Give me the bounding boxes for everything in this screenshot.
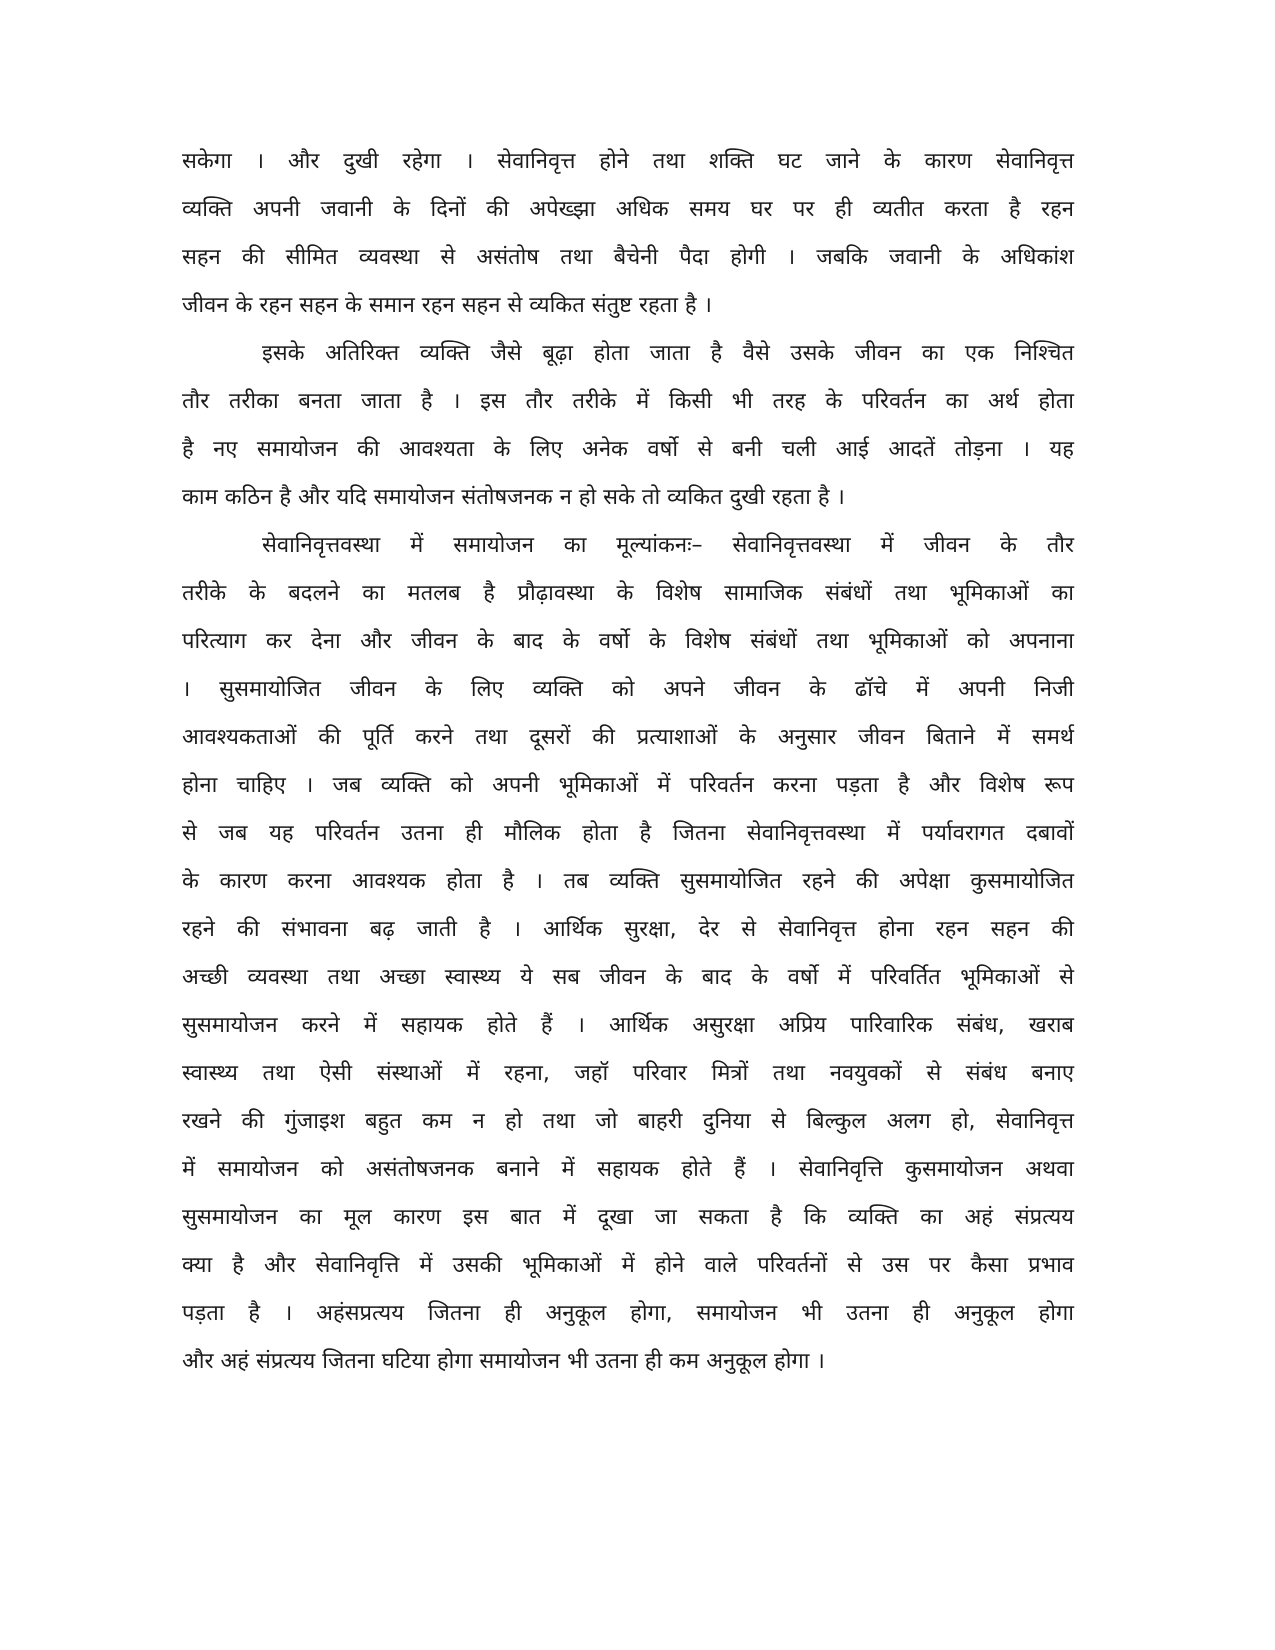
text-line: और अहं संप्रत्यय जितना घटिया होगा समायोजन भी उतना ही कम अनुकूल होगा । bbox=[182, 1349, 825, 1374]
text-line: अच्छी व्यवस्था तथा अच्छा स्वास्थ्य ये सब जीवन के बाद के वर्षो में परिवर्तित भूमिकाओं से bbox=[182, 965, 1074, 990]
text-line: सकेगा । और दुखी रहेगा । सेवानिवृत्त होने तथा शक्ति घट जाने के कारण सेवानिवृत्त bbox=[182, 149, 1074, 174]
text-line: पड़ता है । अहंसप्रत्यय जितना ही अनुकूल होगा, समायोजन भी उतना ही अनुकूल होगा bbox=[182, 1301, 1074, 1326]
text-line: काम कठिन है और यदि समायोजन संतोषजनक न हो सके तो व्यकित दुखी रहता है । bbox=[182, 485, 845, 510]
text-line: परित्याग कर देना और जीवन के बाद के वर्षो के विशेष संबंधों तथा भूमिकाओं को अपनाना bbox=[182, 629, 1074, 654]
text-line: से जब यह परिवर्तन उतना ही मौलिक होता है जितना सेवानिवृत्तवस्था में पर्यावरागत दबावों bbox=[182, 821, 1074, 846]
text-line: जीवन के रहन सहन के समान रहन सहन से व्यकित संतुष्ट रहता है । bbox=[182, 293, 712, 318]
text-line: के कारण करना आवश्यक होता है । तब व्यक्ति सुसमायोजित रहने की अपेक्षा कुसमायोजित bbox=[182, 869, 1074, 894]
text-line: इसके अतिरिक्त व्यक्ति जैसे बूढ़ा होता जाता है वैसे उसके जीवन का एक निश्चित bbox=[262, 341, 1074, 366]
text-line: सहन की सीमित व्यवस्था से असंतोष तथा बैचेनी पैदा होगी । जबकि जवानी के अधिकांश bbox=[182, 245, 1074, 270]
document-body bbox=[182, 138, 1074, 1386]
text-line: सुसमायोजन का मूल कारण इस बात में दूखा जा सकता है कि व्यक्ति का अहं संप्रत्यय bbox=[182, 1205, 1074, 1230]
text-line: आवश्यकताओं की पूर्ति करने तथा दूसरों की प्रत्याशाओं के अनुसार जीवन बिताने में समर्थ bbox=[182, 725, 1074, 750]
text-line: व्यक्ति अपनी जवानी के दिनों की अपेख्झा अधिक समय घर पर ही व्यतीत करता है रहन bbox=[182, 197, 1074, 222]
text-line: सेवानिवृत्तवस्था में समायोजन का मूल्यांकनः– सेवानिवृत्तवस्था में जीवन के तौर bbox=[262, 533, 1074, 558]
text-line: क्या है और सेवानिवृत्ति में उसकी भूमिकाओं में होने वाले परिवर्तनों से उस पर कैसा प्रभाव bbox=[182, 1253, 1074, 1278]
paragraph-1 bbox=[182, 138, 1074, 330]
text-line: में समायोजन को असंतोषजनक बनाने में सहायक होते हैं । सेवानिवृत्ति कुसमायोजन अथवा bbox=[182, 1157, 1074, 1182]
paragraph-2 bbox=[182, 330, 1074, 522]
text-line: है नए समायोजन की आवश्यता के लिए अनेक वर्षो से बनी चली आई आदतें तोड़ना । यह bbox=[182, 437, 1074, 462]
text-line: रखने की गुंजाइश बहुत कम न हो तथा जो बाहरी दुनिया से बिल्कुल अलग हो, सेवानिवृत्त bbox=[182, 1109, 1074, 1134]
text-line: तौर तरीका बनता जाता है । इस तौर तरीके में किसी भी तरह के परिवर्तन का अर्थ होता bbox=[182, 389, 1074, 414]
text-line: होना चाहिए । जब व्यक्ति को अपनी भूमिकाओं में परिवर्तन करना पड़ता है और विशेष रूप bbox=[182, 773, 1074, 798]
paragraph-3 bbox=[182, 522, 1074, 1386]
text-line: तरीके के बदलने का मतलब है प्रौढ़ावस्था के विशेष सामाजिक संबंधों तथा भूमिकाओं का bbox=[182, 581, 1074, 606]
text-line: । सुसमायोजित जीवन के लिए व्यक्ति को अपने जीवन के ढॉचे में अपनी निजी bbox=[182, 677, 1074, 702]
text-line: सुसमायोजन करने में सहायक होते हैं । आर्थिक असुरक्षा अप्रिय पारिवारिक संबंध, खराब bbox=[182, 1013, 1074, 1038]
text-line: स्वास्थ्य तथा ऐसी संस्थाओं में रहना, जहॉ परिवार मित्रों तथा नवयुवकों से संबंध बनाए bbox=[182, 1061, 1074, 1086]
text-line: रहने की संभावना बढ़ जाती है । आर्थिक सुरक्षा, देर से सेवानिवृत्त होना रहन सहन की bbox=[182, 917, 1074, 942]
